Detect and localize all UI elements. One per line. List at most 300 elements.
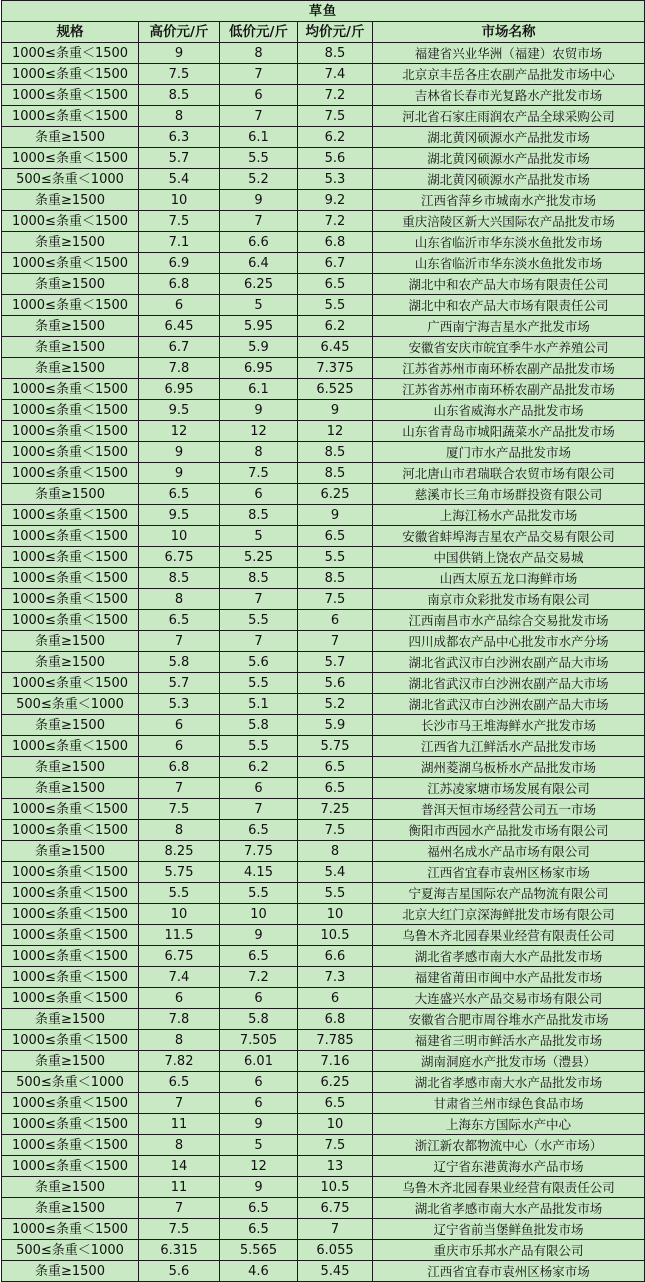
cell-spec: 条重≥1500 [2,1177,139,1198]
cell-high-price: 7.5 [139,211,220,232]
table-row [2,379,645,400]
table-row [2,148,645,169]
cell-spec: 1000≤条重＜1500 [2,463,139,484]
cell-spec: 1000≤条重＜1500 [2,505,139,526]
cell-low-price: 6.4 [220,253,298,274]
cell-high-price: 6 [139,988,220,1009]
cell-market: 湖北黄冈硕源水产品批发市场 [373,169,645,190]
cell-avg-price: 7.5 [298,1135,373,1156]
cell-high-price: 5.7 [139,148,220,169]
cell-low-price: 6.25 [220,274,298,295]
cell-spec: 1000≤条重＜1500 [2,862,139,883]
cell-high-price: 8 [139,589,220,610]
table-row [2,1177,645,1198]
cell-market: 厦门市水产品批发市场 [373,442,645,463]
cell-spec: 条重≥1500 [2,337,139,358]
table-row [2,400,645,421]
table-row [2,652,645,673]
cell-avg-price: 6.25 [298,484,373,505]
cell-spec: 500≤条重＜1000 [2,694,139,715]
cell-spec: 条重≥1500 [2,190,139,211]
cell-avg-price: 10.5 [298,1177,373,1198]
cell-market: 慈溪市长三角市场群投资有限公司 [373,484,645,505]
column-header-high-price: 高价元/斤 [139,22,220,43]
cell-low-price: 10 [220,904,298,925]
cell-market: 湖北省武汉市白沙洲农副产品大市场 [373,673,645,694]
cell-market: 衡阳市西园水产品批发市场有限公司 [373,820,645,841]
cell-market: 乌鲁木齐北园春果业经营有限责任公司 [373,925,645,946]
table-title-row [2,1,645,22]
cell-avg-price: 5.3 [298,169,373,190]
cell-low-price: 5 [220,526,298,547]
table-row [2,547,645,568]
cell-avg-price: 5.75 [298,736,373,757]
cell-low-price: 8 [220,43,298,64]
cell-low-price: 7.505 [220,1030,298,1051]
table-row [2,799,645,820]
cell-high-price: 9 [139,442,220,463]
cell-avg-price: 6 [298,610,373,631]
cell-spec: 1000≤条重＜1500 [2,568,139,589]
table-row [2,568,645,589]
cell-low-price: 5.5 [220,610,298,631]
cell-avg-price: 7.4 [298,64,373,85]
table-row [2,589,645,610]
cell-high-price: 8 [139,1135,220,1156]
cell-avg-price: 6.7 [298,253,373,274]
cell-low-price: 6 [220,778,298,799]
cell-high-price: 6 [139,736,220,757]
cell-high-price: 5.3 [139,694,220,715]
column-header-spec: 规格 [2,22,139,43]
cell-market: 上海东方国际水产中心 [373,1114,645,1135]
cell-market: 湖北省孝感市南大水产品批发市场 [373,1198,645,1219]
table-row [2,505,645,526]
table-row [2,925,645,946]
cell-market: 安徽省合肥市周谷堆水产品批发市场 [373,1009,645,1030]
cell-spec: 1000≤条重＜1500 [2,295,139,316]
cell-avg-price: 5.6 [298,148,373,169]
cell-low-price: 5.9 [220,337,298,358]
cell-high-price: 6.315 [139,1240,220,1261]
cell-avg-price: 7.5 [298,106,373,127]
cell-avg-price: 7.5 [298,820,373,841]
table-row [2,1009,645,1030]
cell-spec: 条重≥1500 [2,127,139,148]
cell-high-price: 8.5 [139,85,220,106]
cell-avg-price: 10 [298,904,373,925]
cell-low-price: 9 [220,190,298,211]
cell-spec: 条重≥1500 [2,1051,139,1072]
cell-low-price: 5.5 [220,883,298,904]
cell-spec: 500≤条重＜1000 [2,1240,139,1261]
cell-low-price: 8 [220,442,298,463]
table-row [2,106,645,127]
table-row [2,211,645,232]
cell-high-price: 11 [139,1114,220,1135]
cell-avg-price: 5.6 [298,673,373,694]
cell-market: 福建省莆田市闽中水产品批发市场 [373,967,645,988]
cell-market: 河北省石家庄雨润农产品全球采购公司 [373,106,645,127]
cell-low-price: 7.5 [220,463,298,484]
cell-low-price: 7 [220,589,298,610]
cell-avg-price: 6.5 [298,526,373,547]
table-row [2,463,645,484]
cell-high-price: 8 [139,1030,220,1051]
cell-spec: 条重≥1500 [2,358,139,379]
table-row [2,1030,645,1051]
cell-avg-price: 8.5 [298,43,373,64]
cell-high-price: 8.5 [139,568,220,589]
cell-avg-price: 6.25 [298,1072,373,1093]
cell-high-price: 7.1 [139,232,220,253]
cell-high-price: 6.8 [139,274,220,295]
cell-spec: 1000≤条重＜1500 [2,736,139,757]
cell-low-price: 5.2 [220,169,298,190]
cell-market: 北京京丰岳各庄农副产品批发市场中心 [373,64,645,85]
table-row [2,841,645,862]
cell-spec: 条重≥1500 [2,484,139,505]
cell-market: 湖北省武汉市白沙洲农副产品大市场 [373,652,645,673]
cell-spec: 1000≤条重＜1500 [2,673,139,694]
table-row [2,736,645,757]
cell-avg-price: 7.5 [298,589,373,610]
cell-avg-price: 5.45 [298,1261,373,1282]
cell-low-price: 4.6 [220,1261,298,1282]
cell-market: 山东省临沂市华东淡水鱼批发市场 [373,253,645,274]
cell-spec: 1000≤条重＜1500 [2,211,139,232]
cell-avg-price: 10 [298,1114,373,1135]
cell-avg-price: 5.5 [298,547,373,568]
cell-avg-price: 9 [298,505,373,526]
table-row [2,988,645,1009]
cell-low-price: 5.8 [220,1009,298,1030]
cell-spec: 1000≤条重＜1500 [2,106,139,127]
cell-high-price: 10 [139,190,220,211]
cell-market: 辽宁省前当堡鲜鱼批发市场 [373,1219,645,1240]
cell-market: 福建省兴业华洲（福建）农贸市场 [373,43,645,64]
cell-high-price: 6.5 [139,484,220,505]
cell-avg-price: 5.5 [298,295,373,316]
cell-spec: 条重≥1500 [2,652,139,673]
table-row [2,274,645,295]
cell-high-price: 7 [139,1198,220,1219]
table-row [2,1219,645,1240]
cell-avg-price: 7.25 [298,799,373,820]
cell-high-price: 6.75 [139,547,220,568]
cell-market: 湖北省武汉市白沙洲农副产品大市场 [373,694,645,715]
cell-market: 中国供销上饶农产品交易城 [373,547,645,568]
table-row [2,967,645,988]
cell-avg-price: 6.5 [298,778,373,799]
cell-spec: 1000≤条重＜1500 [2,253,139,274]
cell-high-price: 12 [139,421,220,442]
cell-market: 福州名成水产品市场有限公司 [373,841,645,862]
table-row [2,127,645,148]
cell-low-price: 6.5 [220,820,298,841]
cell-avg-price: 6.8 [298,232,373,253]
cell-spec: 1000≤条重＜1500 [2,589,139,610]
cell-avg-price: 8.5 [298,442,373,463]
table-row [2,820,645,841]
table-row [2,295,645,316]
cell-high-price: 7.5 [139,799,220,820]
table-row [2,169,645,190]
cell-high-price: 9.5 [139,505,220,526]
cell-high-price: 9 [139,463,220,484]
cell-high-price: 6.5 [139,610,220,631]
cell-spec: 条重≥1500 [2,778,139,799]
cell-high-price: 9 [139,43,220,64]
cell-spec: 1000≤条重＜1500 [2,1135,139,1156]
cell-market: 山东省青岛市城阳蔬菜水产品批发市场 [373,421,645,442]
table-row [2,64,645,85]
cell-market: 湖北中和农产品大市场有限责任公司 [373,295,645,316]
table-row [2,610,645,631]
cell-avg-price: 5.7 [298,652,373,673]
cell-market: 安徽省安庆市皖宜季牛水产养殖公司 [373,337,645,358]
cell-low-price: 5.565 [220,1240,298,1261]
cell-spec: 条重≥1500 [2,1261,139,1282]
cell-market: 普洱天恒市场经营公司五一市场 [373,799,645,820]
cell-avg-price: 7.785 [298,1030,373,1051]
cell-market: 甘肃省兰州市绿色食品市场 [373,1093,645,1114]
cell-spec: 1000≤条重＜1500 [2,904,139,925]
cell-spec: 条重≥1500 [2,1009,139,1030]
table-row [2,757,645,778]
cell-high-price: 11 [139,1177,220,1198]
cell-high-price: 8 [139,106,220,127]
cell-avg-price: 7 [298,1219,373,1240]
cell-high-price: 6.5 [139,1072,220,1093]
cell-spec: 条重≥1500 [2,232,139,253]
cell-low-price: 6.95 [220,358,298,379]
table-row [2,1156,645,1177]
cell-market: 吉林省长春市光复路水产批发市场 [373,85,645,106]
cell-market: 南京市众彩批发市场有限公司 [373,589,645,610]
cell-spec: 条重≥1500 [2,715,139,736]
cell-spec: 1000≤条重＜1500 [2,946,139,967]
cell-spec: 1000≤条重＜1500 [2,988,139,1009]
cell-market: 江西省宜春市袁州区杨家市场 [373,1261,645,1282]
cell-high-price: 5.7 [139,673,220,694]
cell-high-price: 11.5 [139,925,220,946]
cell-high-price: 6.3 [139,127,220,148]
table-row [2,1198,645,1219]
cell-avg-price: 7.375 [298,358,373,379]
cell-low-price: 12 [220,1156,298,1177]
cell-market: 辽宁省东港黄海水产品市场 [373,1156,645,1177]
cell-high-price: 5.4 [139,169,220,190]
column-header-low-price: 低价元/斤 [220,22,298,43]
table-row [2,694,645,715]
cell-low-price: 8.5 [220,505,298,526]
column-header-market: 市场名称 [373,22,645,43]
cell-spec: 1000≤条重＜1500 [2,883,139,904]
cell-avg-price: 5.2 [298,694,373,715]
cell-spec: 1000≤条重＜1500 [2,421,139,442]
cell-spec: 1000≤条重＜1500 [2,43,139,64]
cell-avg-price: 6 [298,988,373,1009]
cell-spec: 条重≥1500 [2,631,139,652]
cell-high-price: 7 [139,1093,220,1114]
cell-avg-price: 10.5 [298,925,373,946]
cell-avg-price: 8.5 [298,568,373,589]
cell-high-price: 14 [139,1156,220,1177]
cell-market: 广西南宁海吉星水产批发市场 [373,316,645,337]
cell-low-price: 8.5 [220,568,298,589]
cell-spec: 条重≥1500 [2,841,139,862]
cell-low-price: 5.5 [220,673,298,694]
table-row [2,1072,645,1093]
cell-avg-price: 12 [298,421,373,442]
cell-market: 安徽省蚌埠海吉星农产品交易有限公司 [373,526,645,547]
cell-market: 重庆涪陵区新大兴国际农产品批发市场 [373,211,645,232]
cell-spec: 条重≥1500 [2,274,139,295]
cell-low-price: 5.5 [220,736,298,757]
cell-low-price: 6.01 [220,1051,298,1072]
cell-market: 山西太原五龙口海鲜市场 [373,568,645,589]
cell-high-price: 6.7 [139,337,220,358]
cell-spec: 条重≥1500 [2,757,139,778]
cell-low-price: 9 [220,925,298,946]
cell-market: 湖北黄冈硕源水产品批发市场 [373,127,645,148]
cell-spec: 1000≤条重＜1500 [2,967,139,988]
cell-low-price: 5.6 [220,652,298,673]
cell-spec: 1000≤条重＜1500 [2,64,139,85]
cell-avg-price: 6.5 [298,274,373,295]
cell-spec: 1000≤条重＜1500 [2,526,139,547]
cell-low-price: 7 [220,64,298,85]
cell-high-price: 6.75 [139,946,220,967]
cell-high-price: 7 [139,778,220,799]
table-row [2,421,645,442]
table-row [2,85,645,106]
cell-low-price: 7.2 [220,967,298,988]
cell-high-price: 7 [139,631,220,652]
cell-avg-price: 6.5 [298,757,373,778]
cell-high-price: 6.45 [139,316,220,337]
table-row [2,1261,645,1282]
cell-spec: 1000≤条重＜1500 [2,85,139,106]
cell-spec: 1000≤条重＜1500 [2,925,139,946]
table-row [2,358,645,379]
cell-high-price: 7.5 [139,1219,220,1240]
table-row [2,1114,645,1135]
table-header-row [2,22,645,43]
cell-spec: 500≤条重＜1000 [2,169,139,190]
table-title: 草鱼 [2,1,645,22]
cell-high-price: 5.75 [139,862,220,883]
cell-spec: 1000≤条重＜1500 [2,1030,139,1051]
column-header-avg-price: 均价元/斤 [298,22,373,43]
cell-low-price: 9 [220,1114,298,1135]
cell-market: 江西南昌市水产品综合交易批发市场 [373,610,645,631]
cell-spec: 1000≤条重＜1500 [2,400,139,421]
cell-market: 上海江杨水产品批发市场 [373,505,645,526]
cell-low-price: 12 [220,421,298,442]
table-row [2,904,645,925]
cell-market: 江苏省苏州市南环桥农副产品批发市场 [373,379,645,400]
cell-spec: 1000≤条重＜1500 [2,442,139,463]
table-row [2,1135,645,1156]
table-row [2,43,645,64]
cell-low-price: 6 [220,988,298,1009]
cell-spec: 1000≤条重＜1500 [2,610,139,631]
cell-spec: 条重≥1500 [2,1198,139,1219]
cell-market: 湖北省孝感市南大水产品批发市场 [373,946,645,967]
cell-low-price: 6.5 [220,946,298,967]
cell-high-price: 5.8 [139,652,220,673]
cell-avg-price: 6.5 [298,1093,373,1114]
cell-spec: 1000≤条重＜1500 [2,379,139,400]
cell-low-price: 5 [220,1135,298,1156]
table-row [2,316,645,337]
cell-market: 大连盛兴水产品交易市场有限公司 [373,988,645,1009]
cell-market: 宁夏海吉星国际农产品物流有限公司 [373,883,645,904]
cell-avg-price: 5.4 [298,862,373,883]
cell-high-price: 7.5 [139,64,220,85]
cell-market: 山东省威海水产品批发市场 [373,400,645,421]
cell-low-price: 5.5 [220,148,298,169]
cell-spec: 1000≤条重＜1500 [2,799,139,820]
cell-low-price: 4.15 [220,862,298,883]
cell-high-price: 6.8 [139,757,220,778]
cell-low-price: 6.6 [220,232,298,253]
cell-spec: 1000≤条重＜1500 [2,1114,139,1135]
cell-high-price: 6.95 [139,379,220,400]
cell-avg-price: 6.8 [298,1009,373,1030]
cell-high-price: 6.9 [139,253,220,274]
cell-low-price: 9 [220,1177,298,1198]
cell-low-price: 7 [220,799,298,820]
cell-market: 长沙市马王堆海鲜水产批发市场 [373,715,645,736]
cell-avg-price: 6.055 [298,1240,373,1261]
cell-avg-price: 7.2 [298,85,373,106]
cell-market: 湖北省孝感市南大水产品批发市场 [373,1072,645,1093]
cell-low-price: 5.1 [220,694,298,715]
cell-high-price: 7.4 [139,967,220,988]
table-row [2,1051,645,1072]
table-row [2,883,645,904]
cell-avg-price: 7.3 [298,967,373,988]
cell-market: 重庆市乐邦水产品有限公司 [373,1240,645,1261]
cell-high-price: 5.5 [139,883,220,904]
cell-avg-price: 9 [298,400,373,421]
cell-market: 四川成都农产品中心批发市水产分场 [373,631,645,652]
table-row [2,190,645,211]
table-row [2,526,645,547]
cell-low-price: 6 [220,1072,298,1093]
cell-low-price: 5.25 [220,547,298,568]
cell-market: 江苏凌家塘市场发展有限公司 [373,778,645,799]
table-row [2,631,645,652]
table-row [2,232,645,253]
cell-low-price: 7.75 [220,841,298,862]
cell-market: 乌鲁木齐北园春果业经营有限责任公司 [373,1177,645,1198]
cell-market: 河北唐山市君瑞联合农贸市场有限公司 [373,463,645,484]
cell-market: 湖南洞庭水产批发市场（澧县） [373,1051,645,1072]
cell-low-price: 6.5 [220,1198,298,1219]
cell-spec: 条重≥1500 [2,316,139,337]
cell-low-price: 7 [220,631,298,652]
cell-market: 浙江新农都物流中心（水产市场） [373,1135,645,1156]
cell-high-price: 10 [139,526,220,547]
cell-high-price: 6 [139,295,220,316]
cell-avg-price: 6.2 [298,127,373,148]
table-row [2,778,645,799]
cell-avg-price: 9.2 [298,190,373,211]
